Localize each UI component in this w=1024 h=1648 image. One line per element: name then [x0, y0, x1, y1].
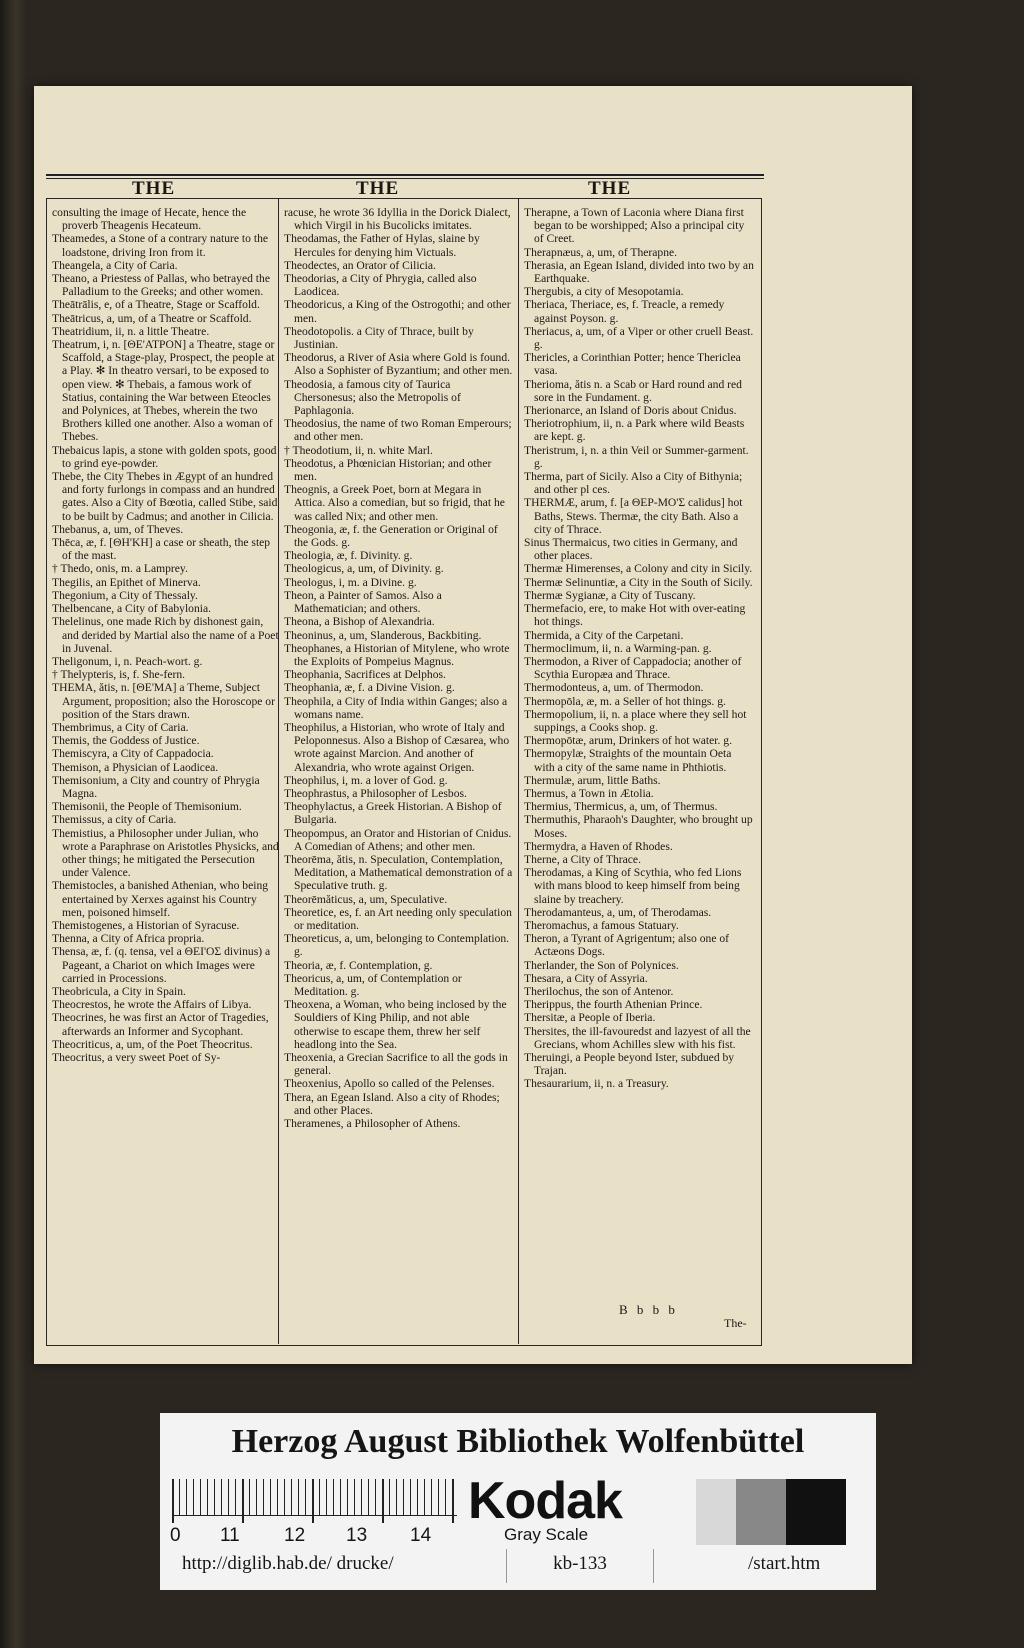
dictionary-entry: Thelbencane, a City of Babylonia. [52, 602, 212, 616]
dictionary-entry: Theodotopolis. a City of Thrace, built by Justinian. [284, 324, 474, 352]
dictionary-entry: Theophrastus, a Philosopher of Lesbos. [284, 786, 467, 800]
dictionary-entry: Theātricus, a, um, of a Theatre or Scaffold. [52, 311, 252, 325]
dictionary-entry: Theoxenius, Apollo so called of the Pelenses. [284, 1077, 495, 1091]
dictionary-entry: Theodectes, an Orator of Cilicia. [284, 258, 436, 272]
dictionary-entry: Theoninus, a, um, Slanderous, Backbiting. [284, 628, 482, 642]
dictionary-entry: Theognis, a Greek Poet, born at Megara in Attica. Also a comedian, but so frigid, that he was called Nix; and other men. [284, 483, 505, 523]
dictionary-entry: Theriacus, a, um, of a Viper or other cruell Beast. g. [524, 324, 754, 352]
running-head-center: THE [356, 178, 400, 199]
dictionary-entry: Theoxena, a Woman, who being inclosed by the Souldiers of King Philip, and not able otherwise to escape them, threw her self headlong into the Sea. [284, 998, 507, 1051]
dictionary-entry: Theodosia, a famous city of Taurica Chersonesus; also the Metropolis of Paphlagonia. [284, 377, 461, 418]
dictionary-entry: Themis, the Goddess of Justice. [52, 734, 200, 748]
dictionary-entry: THERMÆ, arum, f. [a ΘΕΡ-ΜΟ'Σ calidus] hot Baths, Stews. Thermæ, the city Bath. Also a city of Thrace. [524, 496, 743, 536]
dictionary-entry: Thesaurarium, ii, n. a Treasury. [524, 1077, 669, 1091]
dictionary-entry: Theano, a Priestess of Pallas, who betrayed the Palladium to the Greeks; and other women. [52, 272, 270, 299]
dictionary-entry: Therodamanteus, a, um, of Therodamas. [524, 905, 712, 919]
library-name: Herzog August Bibliothek Wolfenbüttel [231, 1423, 805, 1460]
dictionary-entry: Therasia, an Egean Island, divided into two by an Earthquake. [524, 258, 754, 286]
dictionary-entry: Theophylactus, a Greek Historian. A Bishop of Bulgaria. [284, 800, 502, 827]
catchword: The- [724, 1316, 747, 1330]
dictionary-entry: Themisonii, the People of Themisonium. [52, 800, 242, 814]
dictionary-entry: Theophanes, a Historian of Mitylene, who wrote the Exploits of Pompeius Magnus. [284, 641, 510, 668]
scale-number-0: 0 [170, 1525, 181, 1546]
dictionary-entry: Thersitæ, a People of Iberia. [524, 1011, 656, 1025]
dictionary-entry: Thersites, the ill-favouredst and lazyest of all the Grecians, whom Achilles slew with his fist. [524, 1024, 751, 1051]
dictionary-entry: Thermydra, a Haven of Rhodes. [524, 839, 673, 853]
dictionary-column-right [524, 206, 754, 1342]
dictionary-entry: Therlander, the Son of Polynices. [524, 958, 679, 972]
dictionary-entry: Thergubis, a city of Mesopotamia. [524, 285, 684, 299]
dictionary-entry: Therilochus, the son of Antenor. [524, 984, 674, 998]
dictionary-entry: Theoricus, a, um, of Contemplation or Meditation. g. [284, 971, 462, 998]
dictionary-entry: Thegilis, an Epithet of Minerva. [52, 575, 201, 589]
dictionary-entry: Theātrālis, e, of a Theatre, Stage or Scaffold. [52, 298, 260, 312]
ruler-major-ticks [172, 1479, 457, 1523]
dictionary-entry: Therapne, a Town of Laconia where Diana first began to be worshipped; Also a principal city of Creet. [524, 206, 745, 246]
dictionary-entry: Thebe, the City Thebes in Ægypt of an hundred and forty furlongs in compass and an hundred gates. Also a City of Bœotia, called Stibe, said to be built by Cadmus; and another in Cilicia. [52, 470, 278, 523]
dictionary-entry: Theron, a Tyrant of Agrigentum; also one of Actæons Dogs. [524, 932, 730, 959]
dictionary-entry: Thermodonteus, a, um. of Thermodon. [524, 681, 704, 695]
dictionary-entry: Theopompus, an Orator and Historian of Cnidus. A Comedian of Athens; and other men. [284, 826, 512, 853]
dictionary-entry: Thericles, a Corinthian Potter; hence Thericlea vasa. [524, 351, 741, 378]
dictionary-entry: † Theodotium, ii, n. white Marl. [284, 443, 433, 457]
dictionary-entry: Theorēmăticus, a, um, Speculative. [284, 892, 448, 906]
dictionary-entry: Thenna, a City of Africa propria. [52, 932, 205, 946]
dictionary-entry: Therodamas, a King of Scythia, who fed Lions with mans blood to keep himself from being slaine by treachery. [524, 866, 742, 906]
archive-target-card [160, 1413, 876, 1590]
scale-number-13: 13 [346, 1525, 368, 1546]
dictionary-entry: Thermoclimum, ii, n. a Warming-pan. g. [524, 641, 712, 655]
dictionary-entry: Theodosius, the name of two Roman Emperours; and other men. [284, 417, 512, 444]
start-link[interactable]: /start.htm [748, 1553, 821, 1574]
dictionary-entry: Theocrines, he was first an Actor of Tragedies, afterwards an Informer and Sycophant. [52, 1011, 269, 1038]
dictionary-entry: Thermulæ, arum, little Baths. [524, 773, 661, 787]
dictionary-entry: Theangela, a City of Caria. [52, 258, 178, 272]
dictionary-entry: Theodotus, a Phœnician Historian; and other men. [284, 456, 492, 484]
dictionary-entry: Thermuthis, Pharaoh's Daughter, who brought up Moses. [524, 813, 753, 840]
dictionary-entry: Thermopolium, ii, n. a place where they sell hot suppings, a Cooks shop. g. [524, 707, 747, 734]
dictionary-entry: Theona, a Bishop of Alexandria. [284, 615, 435, 629]
dictionary-entry: Theophilus, a Historian, who wrote of Italy and Peloponnesus. Also a Bishop of Cæsarea, who wrote against Marcion. And another of Alexandria, who wrote against Origen. [284, 720, 510, 774]
dictionary-entry: Therapnæus, a, um, of Therapne. [524, 245, 678, 259]
dictionary-entry: Therippus, the fourth Athenian Prince. [524, 998, 703, 1012]
dictionary-entry: Theoreticus, a, um, belonging to Contemplation. g. [284, 932, 510, 959]
dictionary-entry: Thermæ Selinuntiæ, a City in the South of Sicily. [524, 575, 753, 589]
dictionary-entry: Therma, part of Sicily. Also a City of Bithynia; and other pl ces. [524, 470, 743, 497]
header-rule [46, 174, 764, 176]
dictionary-entry: Thembrimus, a City of Caria. [52, 720, 189, 734]
dictionary-entry: Theatridium, ii, n. a little Theatre. [52, 324, 210, 338]
dictionary-entry: Theologus, i, m. a Divine. g. [284, 575, 417, 589]
dictionary-entry: Therne, a City of Thrace. [524, 852, 641, 866]
dictionary-entry: consulting the image of Hecate, hence the proverb Theagenis Hecateum. [52, 206, 247, 233]
dictionary-entry: Theocriticus, a, um, of the Poet Theocritus. [52, 1037, 253, 1051]
dictionary-entry: Thegonium, a City of Thessaly. [52, 588, 198, 602]
dictionary-entry: Thermodon, a River of Cappadocia; another of Scythia Europæa and Thrace. [524, 654, 742, 682]
dictionary-entry: Thermus, a Town in Ætolia. [524, 786, 654, 800]
dictionary-entry: Themisonium, a City and country of Phrygia Magna. [52, 773, 260, 800]
scale-number-14: 14 [410, 1525, 432, 1546]
dictionary-entry: Theodorus, a River of Asia where Gold is found. Also a Sophister of Byzantium; and other men. [284, 351, 513, 378]
dictionary-entry: Thera, an Egean Island. Also a city of Rhodes; and other Places. [284, 1090, 500, 1117]
dictionary-entry: Theocrestos, he wrote the Affairs of Libya. [52, 998, 252, 1012]
dictionary-entry: Theophania, Sacrifices at Delphos. [284, 668, 446, 682]
dictionary-entry: Theamedes, a Stone of a contrary nature to the loadstone, driving Iron from it. [52, 232, 269, 259]
dictionary-column-left [52, 206, 282, 1342]
dictionary-entry: Theristrum, i, n. a thin Veil or Summer-garment. g. [524, 443, 749, 470]
gray-scale-label: Gray Scale [504, 1525, 589, 1544]
scale-number-11: 11 [220, 1525, 240, 1546]
dictionary-entry: Thēca, æ, f. [ΘΗ'ΚΗ] a case or sheath, the step of the mast. [52, 536, 271, 563]
dictionary-entry: Theophilus, i, m. a lover of God. g. [284, 773, 448, 787]
dictionary-entry: Theobricula, a City in Spain. [52, 984, 186, 998]
dictionary-entry: Theogonia, æ, f. the Generation or Original of the Gods. g. [284, 522, 498, 550]
dictionary-entry: Thermopōtæ, arum, Drinkers of hot water. g. [524, 734, 732, 748]
dictionary-entry: Thebanus, a, um, of Theves. [52, 522, 184, 536]
dictionary-entry: Themissus, a city of Caria. [52, 813, 177, 827]
dictionary-entry: † Thelypteris, is, f. She-fern. [52, 668, 186, 682]
running-head-right: THE [588, 178, 632, 199]
dictionary-entry: Therioma, ătis n. a Scab or Hard round and red sore in the Fundament. g. [524, 377, 742, 404]
signature-mark: B b b b [619, 1302, 678, 1317]
dictionary-entry: † Thedo, onis, m. a Lamprey. [52, 562, 188, 576]
dictionary-entry: Theorēma, ătis, n. Speculation, Contemplation, Meditation, a Mathematical demonstration of a Speculative truth. g. [284, 852, 513, 893]
dictionary-entry: Theramenes, a Philosopher of Athens. [284, 1117, 461, 1131]
scale-number-12: 12 [284, 1525, 306, 1546]
dictionary-entry: Theologicus, a, um, of Divinity. g. [284, 562, 444, 576]
kodak-logo: Kodak [468, 1472, 622, 1530]
dictionary-entry: Theoxenia, a Grecian Sacrifice to all the gods in general. [284, 1051, 508, 1078]
dictionary-entry: Theophila, a City of India within Ganges; also a womans name. [284, 694, 508, 721]
gray-swatch-dark [786, 1479, 846, 1545]
dictionary-entry: Theruingi, a People beyond Ister, subdued by Trajan. [524, 1051, 735, 1078]
dictionary-entry: Theromachus, a famous Statuary. [524, 918, 679, 932]
dictionary-entry: Themiscyra, a City of Cappadocia. [52, 747, 214, 761]
dictionary-entry: Theon, a Painter of Samos. Also a Mathematician; and others. [284, 588, 442, 616]
dictionary-column-middle [284, 206, 514, 1342]
dictionary-entry: Theodorias, a City of Phrygia, called also Laodicea. [284, 272, 477, 299]
dictionary-entry: Theocritus, a very sweet Poet of Sy- [52, 1051, 221, 1064]
dictionary-entry: Theophania, æ, f. a Divine Vision. g. [284, 681, 455, 695]
gray-swatch-light [696, 1479, 736, 1545]
book-page [34, 86, 912, 1364]
dictionary-entry: Thebaicus lapis, a stone with golden spots, good to grind eye-powder. [52, 443, 277, 470]
dictionary-entry: Themison, a Physician of Laodicea. [52, 760, 219, 774]
dictionary-entry: Therionarce, an Island of Doris about Cnidus. [524, 404, 737, 418]
dictionary-entry: Theoretice, es, f. an Art needing only speculation or meditation. [284, 905, 512, 932]
dictionary-entry: Theriaca, Theriace, es, f. Treacle, a remedy against Poyson. g. [524, 298, 725, 325]
item-id: kb-133 [506, 1549, 654, 1583]
column-rule-2 [518, 198, 519, 1344]
gray-swatch-mid [736, 1479, 786, 1545]
book-spine [0, 0, 26, 1648]
dictionary-entry: Theriotrophium, ii, n. a Park where wild Beasts are kept. g. [524, 417, 745, 444]
dictionary-entry: Thelelinus, one made Rich by dishonest gain, and derided by Martial also the name of a Poet in Juvenal. [52, 615, 279, 655]
dictionary-entry: Thermæ Sygianæ, a City of Tuscany. [524, 588, 696, 602]
dictionary-entry: Theologia, æ, f. Divinity. g. [284, 549, 413, 563]
dictionary-entry: THEMA, ătis, n. [ΘΕ'ΜΑ] a Theme, Subject Argument, proposition; also the Horoscope or position of the Stars drawn. [52, 681, 275, 721]
dictionary-entry: Thermopōla, æ, m. a Seller of hot things. g. [524, 694, 726, 708]
dictionary-entry: racuse, he wrote 36 Idyllia in the Dorick Dialect, which Virgil in his Bucolicks imitates. [284, 206, 511, 233]
dictionary-entry: Thermæ Himerenses, a Colony and city in Sicily. [524, 562, 753, 576]
dictionary-entry: Theatrum, i, n. [ΘΕ'ΑΤΡΟΝ] a Theatre, stage or Scaffold, a Stage-play, Prospect, the people at a Play. ✻ In theatro versari, to be exposed to open view. ✻ Thebais, a famous work of Statius, containing the War between Eteocles and Polynices, at Thebes, wherein the two Brothers killed one another. Also a woman of Thebes. [52, 338, 275, 444]
dictionary-entry: Theodamas, the Father of Hylas, slaine by Hercules for denying him Victuals. [284, 232, 480, 259]
dictionary-entry: Thensa, æ, f. (q. tensa, vel a ΘΕΙ'ΟΣ divinus) a Pageant, a Chariot on which Images were carried in Processions. [52, 945, 271, 985]
running-head-left: THE [132, 178, 176, 199]
dictionary-entry: Themistogenes, a Historian of Syracuse. [52, 918, 240, 932]
source-url[interactable]: http://diglib.hab.de/ drucke/ [182, 1553, 394, 1574]
dictionary-entry: Thermida, a City of the Carpetani. [524, 628, 684, 642]
dictionary-entry: Themistius, a Philosopher under Julian, who wrote a Paraphrase on Aristotles Physicks, and other things; he mitigated the Persecution under Valence. [52, 826, 279, 880]
dictionary-entry: Themistocles, a banished Athenian, who being entertained by Xerxes against his Country men, poisoned himself. [52, 879, 269, 919]
dictionary-entry: Sinus Thermaicus, two cities in Germany, and other places. [524, 536, 738, 563]
dictionary-entry: Theodoricus, a King of the Ostrogothi; and other men. [284, 298, 511, 325]
dictionary-entry: Theoria, æ, f. Contemplation, g. [284, 958, 433, 972]
dictionary-entry: Thermefacio, ere, to make Hot with over-eating hot things. [524, 602, 746, 629]
dictionary-entry: Thermius, Thermicus, a, um, of Thermus. [524, 800, 718, 814]
dictionary-entry: Theligonum, i, n. Peach-wort. g. [52, 654, 203, 668]
dictionary-entry: Thermopylæ, Straights of the mountain Oeta with a city of the same name in Phthiotis. [524, 747, 732, 774]
dictionary-entry: Thesara, a City of Assyria. [524, 971, 648, 985]
